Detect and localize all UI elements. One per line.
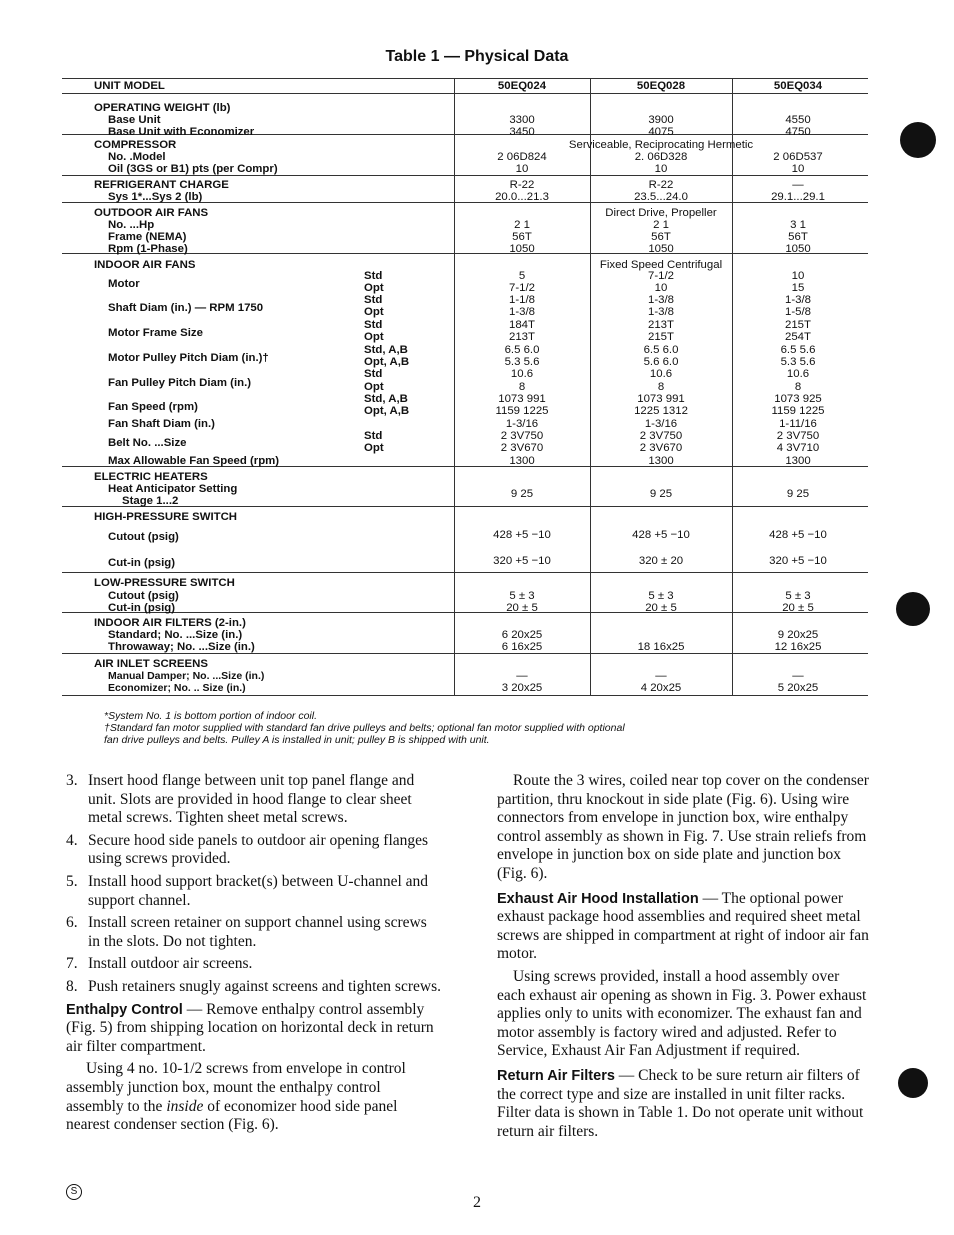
table-cell: 1159 1225: [495, 405, 549, 417]
row-qualifier: Std: [364, 319, 383, 331]
table-cell: R-22: [648, 179, 674, 191]
table-cell: 9 25: [786, 488, 810, 500]
row-label: Stage 1...2: [122, 495, 179, 507]
col-header-50eq028: 50EQ028: [636, 80, 686, 92]
table-cell: 1-3/8: [509, 306, 535, 318]
footnote-pulley: †Standard fan motor supplied with standard fan drive pulleys and belts; optional fan motor supplied with optional: [104, 722, 625, 734]
table-cell: 6 16x25: [501, 641, 543, 653]
right-text-column: [497, 772, 871, 1145]
binder-hole-middle: [896, 592, 930, 626]
row-label: Economizer; No. .. Size (in.): [108, 682, 246, 694]
table-cell: 1073 925: [774, 393, 822, 405]
table-cell: 4075: [648, 126, 674, 138]
row-label: No. ...Hp: [108, 219, 155, 231]
row-label: Fan Speed (rpm): [108, 401, 198, 413]
footnote-system: *System No. 1 is bottom portion of indoor coil.: [104, 710, 318, 722]
row-qualifier: Std: [364, 368, 383, 380]
table-cell: 10.6: [786, 368, 810, 380]
row-qualifier: Std: [364, 270, 383, 282]
table-cell: 2 3V750: [776, 430, 820, 442]
table-cell: 1073 991: [637, 393, 685, 405]
step-item: [66, 955, 442, 974]
table-cell: 3 1: [790, 219, 806, 231]
table-cell: 10.6: [649, 368, 673, 380]
row-label: Frame (NEMA): [108, 231, 187, 243]
row-qualifier: Opt: [364, 282, 384, 294]
section-heading: OUTDOOR AIR FANS: [94, 207, 209, 219]
table-cell: 7-1/2: [509, 282, 535, 294]
table-cell: 1-3/8: [648, 306, 674, 318]
table-cell: 5.3 5.6: [504, 356, 540, 368]
table-cell: 12 16x25: [774, 641, 822, 653]
table-cell: 20 ± 5: [506, 602, 538, 614]
exhaust-paragraph: [497, 890, 871, 964]
table-cell: 10.6: [510, 368, 534, 380]
table-cell: 428 +5 −10: [493, 529, 551, 541]
table-cell: 10: [791, 163, 805, 175]
step-number: 8.: [66, 977, 78, 995]
table-cell: R-22: [509, 179, 535, 191]
table-cell: 4 20x25: [640, 682, 682, 694]
step-number: 4.: [66, 831, 78, 849]
table-cell: 9 25: [649, 488, 673, 500]
footnote-pulley-cont: fan drive pulleys and belts. Pulley A is installed in unit; pulley B is shipped with unit.: [104, 734, 490, 746]
inside-emphasis: inside: [166, 1097, 204, 1115]
row-label: Standard; No. ...Size (in.): [108, 629, 243, 641]
table-cell: 1073 991: [498, 393, 546, 405]
table-cell: 1-5/8: [785, 306, 811, 318]
enthalpy-mount-text: Using 4 no. 10-1/2 screws from envelope in control assembly junction box, mount the enthalpy control assembly to the: [66, 1060, 406, 1115]
table-cell: 213T: [648, 319, 674, 331]
page-number: 2: [473, 1194, 481, 1211]
corner-mark: S: [66, 1184, 82, 1200]
table-cell: 2. 06D328: [634, 151, 688, 163]
table-cell: 4 3V710: [776, 442, 820, 454]
physical-data-table: [62, 75, 868, 703]
table-cell: 2 06D824: [497, 151, 547, 163]
row-label: Max Allowable Fan Speed (rpm): [108, 455, 280, 467]
table-cell: 29.1...29.1: [771, 191, 825, 203]
exhaust-install-paragraph: Using screws provided, install a hood assembly over each exhaust air opening as shown in Fig. 3. Power exhaust applies only to units with economizer. The exhaust fan and motor assembly is factory wired and adjusted. Refer to Service, Exhaust Air Fan Adjustment if required.: [497, 967, 867, 1060]
table-title: Table 1 — Physical Data: [385, 48, 569, 65]
table-cell: 1225 1312: [634, 405, 688, 417]
row-label: Cutout (psig): [108, 531, 179, 543]
section-heading: ELECTRIC HEATERS: [94, 471, 208, 483]
table-cell: 15: [791, 282, 805, 294]
table-cell: 1-3/16: [644, 418, 678, 430]
step-number: 7.: [66, 955, 78, 973]
table-cell: 1050: [648, 243, 674, 255]
enthalpy-heading: Enthalpy Control: [66, 1001, 183, 1018]
table-cell: 4550: [785, 114, 811, 126]
table-cell: 254T: [785, 331, 811, 343]
row-label: Oil (3GS or B1) pts (per Compr): [108, 163, 278, 175]
binder-hole-top: [900, 122, 936, 158]
row-label: Fan Shaft Diam (in.): [108, 418, 215, 430]
col-header-50eq034: 50EQ034: [773, 80, 823, 92]
table-cell: 2 06D537: [773, 151, 823, 163]
table-cell: 215T: [648, 331, 674, 343]
row-qualifier: Std, A,B: [364, 393, 408, 405]
row-label: Cut-in (psig): [108, 557, 176, 569]
table-cell: 8: [518, 381, 526, 393]
table-cell: 6 20x25: [501, 629, 543, 641]
row-label: Base Unit: [108, 114, 161, 126]
row-qualifier: Opt, A,B: [364, 405, 410, 417]
table-cell: 6.5 6.0: [504, 344, 540, 356]
section-heading: AIR INLET SCREENS: [94, 658, 208, 670]
table-cell: 4750: [785, 126, 811, 138]
step-text: Push retainers snugly against screens and tighten screws.: [88, 977, 441, 995]
table-cell: 1-3/8: [648, 294, 674, 306]
table-cell: 5.6 6.0: [643, 356, 679, 368]
row-label: Base Unit with Economizer: [108, 126, 255, 138]
row-label: Shaft Diam (in.) — RPM 1750: [108, 302, 264, 314]
row-label: Rpm (1-Phase): [108, 243, 188, 255]
table-cell: 5 20x25: [777, 682, 819, 694]
table-cell: 2 3V670: [639, 442, 683, 454]
step-number: 3.: [66, 772, 78, 789]
table-cell: 2 1: [653, 219, 669, 231]
table-cell: 6.5 6.0: [643, 344, 679, 356]
row-qualifier: Std: [364, 294, 383, 306]
return-filters-paragraph: [497, 1067, 871, 1141]
enthalpy-paragraph: [66, 1001, 442, 1057]
table-cell: 8: [794, 381, 802, 393]
section-heading: REFRIGERANT CHARGE: [94, 179, 229, 191]
table-cell: 1159 1225: [771, 405, 825, 417]
table-cell: 428 +5 −10: [632, 529, 690, 541]
table-cell: 6.5 5.6: [780, 344, 816, 356]
table-cell: 20 ± 5: [645, 602, 677, 614]
table-cell: 1300: [785, 455, 811, 467]
step-text: Install outdoor air screens.: [88, 955, 253, 973]
table-cell: 213T: [509, 331, 535, 343]
table-cell: 56T: [788, 231, 808, 243]
row-label: Sys 1*...Sys 2 (lb): [108, 191, 203, 203]
row-common-value: Direct Drive, Propeller: [605, 207, 717, 219]
table-cell: 1-1/8: [509, 294, 535, 306]
table-cell: 5: [518, 270, 526, 282]
table-cell: 1-3/8: [785, 294, 811, 306]
step-number: 6.: [66, 914, 78, 932]
table-cell: 5 ± 3: [785, 590, 811, 602]
row-label: No. .Model: [108, 151, 166, 163]
table-cell: 20.0...21.3: [495, 191, 549, 203]
table-cell: 215T: [785, 319, 811, 331]
table-cell: 8: [657, 381, 665, 393]
route-wires-paragraph: Route the 3 wires, coiled near top cover on the condenser partition, thru knockout in side plate (Fig. 6). Using wire connectors from envelope in junction box, wire enthalpy control assembly as shown in Fig. 7. Use strain reliefs from envelope in junction box on side plate and junction box (Fig. 6).: [497, 772, 869, 882]
exhaust-text: — The optional power exhaust package hood assemblies and required sheet metal screws are shipped in compartment at right of indoor air fan motor.: [497, 889, 869, 963]
table-cell: 1-3/16: [505, 418, 539, 430]
table-cell: 320 ± 20: [638, 555, 684, 567]
table-cell: 1300: [509, 455, 535, 467]
step-item: [66, 772, 442, 828]
table-cell: 2 3V750: [500, 430, 544, 442]
row-common-value: Serviceable, Reciprocating Hermetic: [568, 139, 754, 151]
section-heading: INDOOR AIR FANS: [94, 259, 196, 271]
table-cell: —: [516, 670, 528, 682]
binder-hole-bottom: [898, 1068, 928, 1098]
table-cell: 320 +5 −10: [769, 555, 827, 567]
installation-steps: [66, 772, 442, 997]
step-number: 5.: [66, 872, 78, 890]
row-label: Manual Damper; No. ...Size (in.): [108, 670, 265, 682]
table-cell: 5.3 5.6: [780, 356, 816, 368]
table-cell: 1300: [648, 455, 674, 467]
table-cell: 10: [654, 163, 668, 175]
table-cell: 3300: [509, 114, 535, 126]
table-cell: 10: [791, 270, 805, 282]
row-label: Cutout (psig): [108, 590, 179, 602]
table-cell: 10: [654, 282, 668, 294]
table-cell: 56T: [512, 231, 532, 243]
table-cell: 1-11/16: [779, 418, 817, 430]
row-label: Cut-in (psig): [108, 602, 176, 614]
table-cell: 1050: [785, 243, 811, 255]
step-item: [66, 873, 442, 910]
row-qualifier: Std, A,B: [364, 344, 408, 356]
row-qualifier: Opt: [364, 442, 384, 454]
step-item: [66, 978, 442, 997]
table-cell: 1050: [509, 243, 535, 255]
row-label: Belt No. ...Size: [108, 437, 187, 449]
row-label: Fan Pulley Pitch Diam (in.): [108, 377, 252, 389]
section-heading: HIGH-PRESSURE SWITCH: [94, 511, 238, 523]
left-text-column: [66, 772, 442, 1139]
row-qualifier: Std: [364, 430, 383, 442]
row-qualifier: Opt: [364, 306, 384, 318]
table-cell: 10: [515, 163, 529, 175]
table-cell: 3450: [509, 126, 535, 138]
row-common-value: Fixed Speed Centrifugal: [599, 259, 723, 271]
table-cell: 184T: [509, 319, 535, 331]
step-text: Insert hood flange between unit top panel flange and unit. Slots are provided in hood flange to clear sheet metal screws. Tighten sheet metal screws.: [88, 772, 415, 827]
table-cell: 2 3V670: [500, 442, 544, 454]
step-item: [66, 832, 442, 869]
table-cell: 2 3V750: [639, 430, 683, 442]
return-heading: Return Air Filters: [497, 1067, 615, 1084]
return-text: — Check to be sure return air filters of the correct type and size are installed in unit filter racks. Filter data is shown in Table 1. Do not operate unit without return air filters.: [497, 1066, 864, 1140]
col-header-unit-model: UNIT MODEL: [94, 80, 165, 92]
table-cell: 9 20x25: [777, 629, 819, 641]
section-heading: COMPRESSOR: [94, 139, 177, 151]
section-heading: LOW-PRESSURE SWITCH: [94, 577, 235, 589]
section-heading: OPERATING WEIGHT (lb): [94, 102, 231, 114]
table-cell: 9 25: [510, 488, 534, 500]
table-cell: —: [655, 670, 667, 682]
step-text: Install screen retainer on support channel using screws in the slots. Do not tighten.: [88, 914, 427, 950]
table-cell: 3900: [648, 114, 674, 126]
table-cell: 56T: [651, 231, 671, 243]
col-header-50eq024: 50EQ024: [497, 80, 547, 92]
row-label: Motor Pulley Pitch Diam (in.)†: [108, 352, 269, 364]
row-qualifier: Opt: [364, 381, 384, 393]
enthalpy-mount-text-end: of economizer hood side panel nearest condenser section (Fig. 6).: [66, 1097, 398, 1134]
table-cell: 7-1/2: [648, 270, 674, 282]
row-label: Motor Frame Size: [108, 327, 203, 339]
table-cell: 5 ± 3: [648, 590, 674, 602]
table-cell: 18 16x25: [637, 641, 685, 653]
table-cell: 320 +5 −10: [493, 555, 551, 567]
enthalpy-mount-paragraph: [66, 1060, 442, 1134]
table-cell: 20 ± 5: [782, 602, 814, 614]
row-label: Throwaway; No. ...Size (in.): [108, 641, 255, 653]
exhaust-heading: Exhaust Air Hood Installation: [497, 890, 699, 907]
table-cell: 428 +5 −10: [769, 529, 827, 541]
table-cell: —: [792, 179, 804, 191]
table-cell: —: [792, 670, 804, 682]
table-cell: 2 1: [514, 219, 530, 231]
step-item: [66, 914, 442, 951]
table-cell: 23.5...24.0: [634, 191, 688, 203]
table-cell: 3 20x25: [501, 682, 543, 694]
enthalpy-text: — Remove enthalpy control assembly (Fig. 5) from shipping location on horizontal deck in return air filter compartment.: [66, 1000, 434, 1055]
row-label: Heat Anticipator Setting: [108, 483, 238, 495]
table-cell: 5 ± 3: [509, 590, 535, 602]
row-qualifier: Opt: [364, 331, 384, 343]
step-text: Install hood support bracket(s) between U-channel and support channel.: [88, 872, 429, 909]
row-label: Motor: [108, 278, 140, 290]
section-heading: INDOOR AIR FILTERS (2-in.): [94, 617, 246, 629]
step-text: Secure hood side panels to outdoor air opening flanges using screws provided.: [88, 831, 429, 868]
row-qualifier: Opt, A,B: [364, 356, 410, 368]
